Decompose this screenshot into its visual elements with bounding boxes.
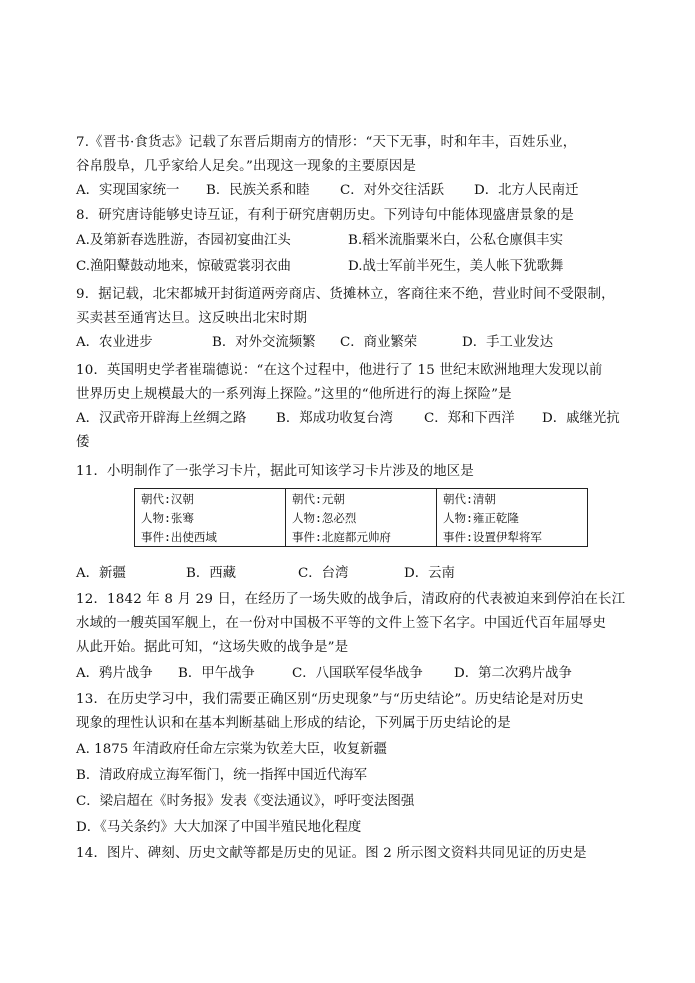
question-14	[76, 842, 624, 866]
option-c[interactable]: C.渔阳鼙鼓动地来，惊破霓裳羽衣曲	[76, 259, 291, 274]
option-c[interactable]: C．对外交往活跃	[340, 183, 444, 198]
question-8	[76, 204, 624, 228]
option-a[interactable]: A．新疆	[76, 566, 126, 581]
question-text: 从此开始。据此可知，“这场失败的战争是”是	[76, 640, 349, 655]
option-d[interactable]: D．戚继光抗	[542, 411, 620, 426]
table-cell: 人物:张骞	[141, 510, 194, 525]
table-cell: 事件:北庭都元帅府	[286, 527, 437, 547]
option-b[interactable]: B．对外交流频繁	[212, 335, 316, 350]
table-cell: 人物:雍正乾隆	[437, 508, 588, 527]
option-c[interactable]: C．台湾	[298, 566, 349, 581]
question-7	[76, 131, 624, 179]
table-cell: 朝代:清朝	[437, 489, 588, 509]
option-b[interactable]: B.稻米流脂粟米白，公私仓廪俱丰实	[348, 233, 563, 248]
question-text: 现象的理性认识和在基本判断基础上形成的结论，下列属于历史结论的是	[76, 716, 511, 731]
option-b[interactable]: B．民族关系和睦	[206, 183, 310, 198]
question-text: 9．据记载，北宋都城开封街道两旁商店、货摊林立，客商往来不绝，营业时间不受限制，	[76, 287, 615, 302]
question-text: 世界历史上规模最大的一系列海上探险。”这里的“他所进行的海上探险”是	[76, 387, 512, 402]
option-c[interactable]: C．梁启超在《时务报》发表《变法通议》，呼吁变法图强	[76, 794, 415, 809]
question-13	[76, 688, 624, 736]
question-text: 10．英国明史学者崔瑞德说：“在这个过程中，他进行了 15 世纪末欧洲地理大发现以前	[76, 363, 603, 378]
question-text: 买卖甚至通宵达旦。这反映出北宋时期	[76, 311, 308, 326]
question-9	[76, 283, 624, 331]
table-cell: 事件:设置伊犁将军	[437, 527, 588, 547]
table-cell: 朝代:元朝	[286, 489, 437, 509]
option-a[interactable]: A．农业进步	[76, 335, 153, 350]
option-a[interactable]: A. 1875 年清政府任命左宗棠为钦差大臣，收复新疆	[76, 742, 387, 757]
question-text: 14．图片、碑刻、历史文献等都是历史的见证。图 2 所示图文资料共同见证的历史是	[76, 846, 587, 861]
question-text: 13．在历史学习中，我们需要正确区别“历史现象”与“历史结论”。历史结论是对历史	[76, 692, 584, 707]
option-c[interactable]: C．商业繁荣	[340, 335, 418, 350]
question-text: 7.《晋书·食货志》记载了东晋后期南方的情形：“天下无事，时和年丰，百姓乐业，	[76, 135, 577, 150]
question-11	[76, 460, 624, 484]
option-d[interactable]: D．北方人民南迁	[474, 183, 579, 198]
question-text: 12．1842 年 8 月 29 日，在经历了一场失败的战争后，清政府的代表被迫来到停泊在长江	[76, 592, 626, 607]
option-d[interactable]: D．云南	[404, 566, 455, 581]
option-a[interactable]: A．鸦片战争	[76, 666, 153, 681]
table-row	[135, 489, 588, 509]
option-a[interactable]: A.及第新春选胜游，杏园初宴曲江头	[76, 233, 291, 248]
option-d[interactable]: D．手工业发达	[462, 335, 554, 350]
question-text: 水域的一艘英国军舰上，在一份对中国极不平等的文件上签下名字。中国近代百年屈辱史	[76, 616, 607, 631]
option-b[interactable]: B．西藏	[186, 566, 237, 581]
question-text: 8．研究唐诗能够史诗互证，有利于研究唐朝历史。下列诗句中能体现盛唐景象的是	[76, 208, 574, 223]
question-10	[76, 359, 624, 407]
option-d-continued: 倭	[76, 435, 90, 450]
option-b[interactable]: B．甲午战争	[178, 666, 255, 681]
table-cell: 人物:忽必烈	[286, 508, 437, 527]
option-c[interactable]: C．郑和下西洋	[424, 411, 515, 426]
option-a[interactable]: A．实现国家统一	[76, 183, 180, 198]
question-text: 谷帛殷阜，几乎家给人足矣。”出现这一现象的主要原因是	[76, 159, 417, 174]
study-card-table	[134, 488, 588, 547]
question-text: 11．小明制作了一张学习卡片，据此可知该学习卡片涉及的地区是	[76, 464, 474, 479]
question-12	[76, 588, 624, 660]
option-b[interactable]: B．清政府成立海军衙门，统一指挥中国近代海军	[76, 768, 368, 783]
option-d[interactable]: D．《马关条约》大大加深了中国半殖民地化程度	[76, 820, 362, 835]
table-row	[135, 508, 588, 527]
option-d[interactable]: D.战士军前半死生，美人帐下犹歌舞	[348, 259, 564, 274]
option-b[interactable]: B．郑成功收复台湾	[276, 411, 393, 426]
option-c[interactable]: C．八国联军侵华战争	[292, 666, 423, 681]
option-d[interactable]: D．第二次鸦片战争	[454, 666, 572, 681]
option-a[interactable]: A．汉武帝开辟海上丝绸之路	[76, 411, 247, 426]
table-cell: 朝代:汉朝	[141, 491, 194, 506]
table-cell: 事件:出使西域	[141, 529, 217, 544]
table-row	[135, 527, 588, 547]
